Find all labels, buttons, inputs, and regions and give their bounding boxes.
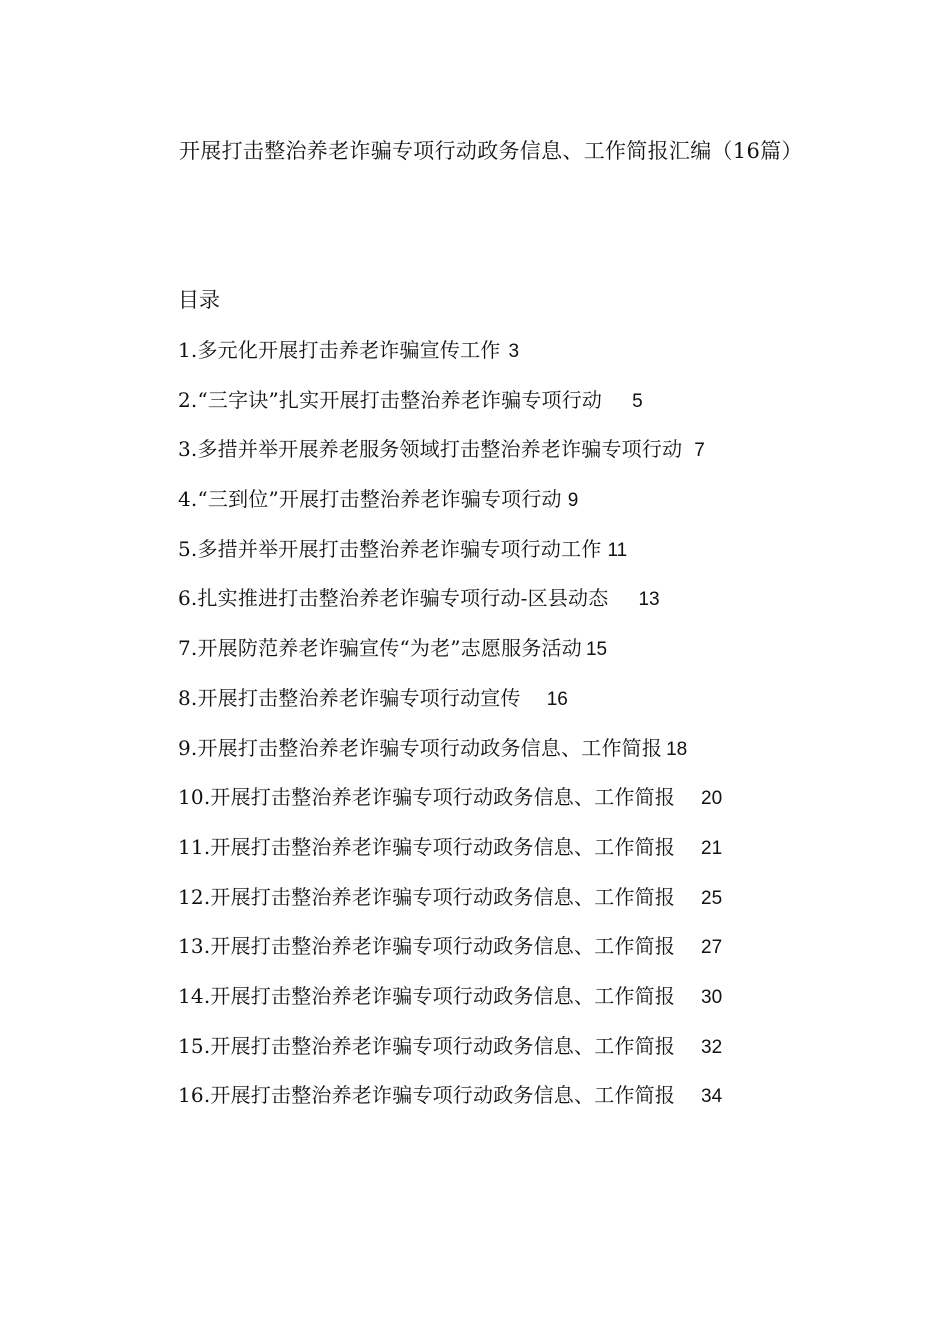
toc-item-page-number: 9 xyxy=(567,490,579,512)
toc-item-title: 1.多元化开展打击养老诈骗宣传工作 xyxy=(178,338,501,362)
toc-item-title: 15.开展打击整治养老诈骗专项行动政务信息、工作简报 xyxy=(178,1033,676,1058)
toc-item[interactable] xyxy=(178,531,722,581)
toc-item[interactable] xyxy=(178,630,722,680)
toc-item-title: 12.开展打击整治养老诈骗专项行动政务信息、工作简报 xyxy=(178,884,676,909)
toc-item-page-number: 3 xyxy=(508,341,520,362)
toc-item-title: 3.多措并举开展养老服务领域打击整治养老诈骗专项行动 xyxy=(178,437,683,462)
toc-item-page-number: 16 xyxy=(546,688,568,710)
toc-item-page-number: 18 xyxy=(666,738,688,760)
toc-item-title: 16.开展打击整治养老诈骗专项行动政务信息、工作简报 xyxy=(178,1083,676,1108)
toc-item-title: 10.开展打击整治养老诈骗专项行动政务信息、工作简报 xyxy=(178,785,676,810)
toc-item[interactable] xyxy=(178,431,722,481)
toc-item[interactable] xyxy=(178,382,722,432)
toc-item[interactable] xyxy=(178,730,722,780)
toc-item[interactable] xyxy=(178,680,722,730)
toc-item[interactable] xyxy=(178,879,722,929)
toc-item-page-number: 25 xyxy=(701,887,723,909)
toc-item-page-number: 7 xyxy=(694,440,705,462)
toc-item[interactable] xyxy=(178,580,722,630)
toc-item-page-number: 21 xyxy=(701,837,723,859)
toc-item-title: 8.开展打击整治养老诈骗专项行动宣传 xyxy=(178,685,521,710)
toc-item[interactable] xyxy=(178,779,722,829)
toc-item[interactable] xyxy=(178,928,722,978)
toc-item-page-number: 15 xyxy=(585,639,608,661)
toc-item-page-number: 32 xyxy=(701,1036,723,1058)
toc-item-title: 6.扎实推进打击整治养老诈骗专项行动-区县动态 xyxy=(178,586,609,611)
toc-item-title: 4.“三到位”开展打击整治养老诈骗专项行动 xyxy=(178,487,562,512)
toc-item[interactable] xyxy=(178,332,722,382)
toc-item-page-number: 11 xyxy=(607,539,628,561)
toc-item-title: 11.开展打击整治养老诈骗专项行动政务信息、工作简报 xyxy=(178,834,676,859)
toc-item[interactable] xyxy=(178,1077,722,1127)
toc-item-page-number: 20 xyxy=(701,788,723,810)
toc-item-title: 13.开展打击整治养老诈骗专项行动政务信息、工作简报 xyxy=(178,934,676,959)
toc-item-title: 9.开展打击整治养老诈骗专项行动政务信息、工作简报 xyxy=(178,735,663,760)
toc-item-page-number: 5 xyxy=(632,390,643,412)
toc-item-page-number: 27 xyxy=(701,937,723,959)
toc-item-page-number: 34 xyxy=(701,1086,723,1108)
toc-item[interactable] xyxy=(178,978,722,1028)
table-of-contents xyxy=(178,332,722,1127)
toc-item-title: 14.开展打击整治养老诈骗专项行动政务信息、工作简报 xyxy=(178,983,676,1008)
toc-item-page-number: 13 xyxy=(638,589,660,611)
toc-item-title: 7.开展防范养老诈骗宣传“为老”志愿服务活动 xyxy=(178,636,582,661)
toc-heading: 目录 xyxy=(178,288,220,312)
toc-item[interactable] xyxy=(178,481,722,531)
toc-item-title: 5.多措并举开展打击整治养老诈骗专项行动工作 xyxy=(178,536,602,561)
toc-item-title: 2.“三字诀”扎实开展打击整治养老诈骗专项行动 xyxy=(178,387,603,412)
toc-item-page-number: 30 xyxy=(701,986,723,1008)
page-title: 开展打击整治养老诈骗专项行动政务信息、工作简报汇编（16篇） xyxy=(179,139,803,163)
toc-item[interactable] xyxy=(178,829,722,879)
toc-item[interactable] xyxy=(178,1028,722,1078)
